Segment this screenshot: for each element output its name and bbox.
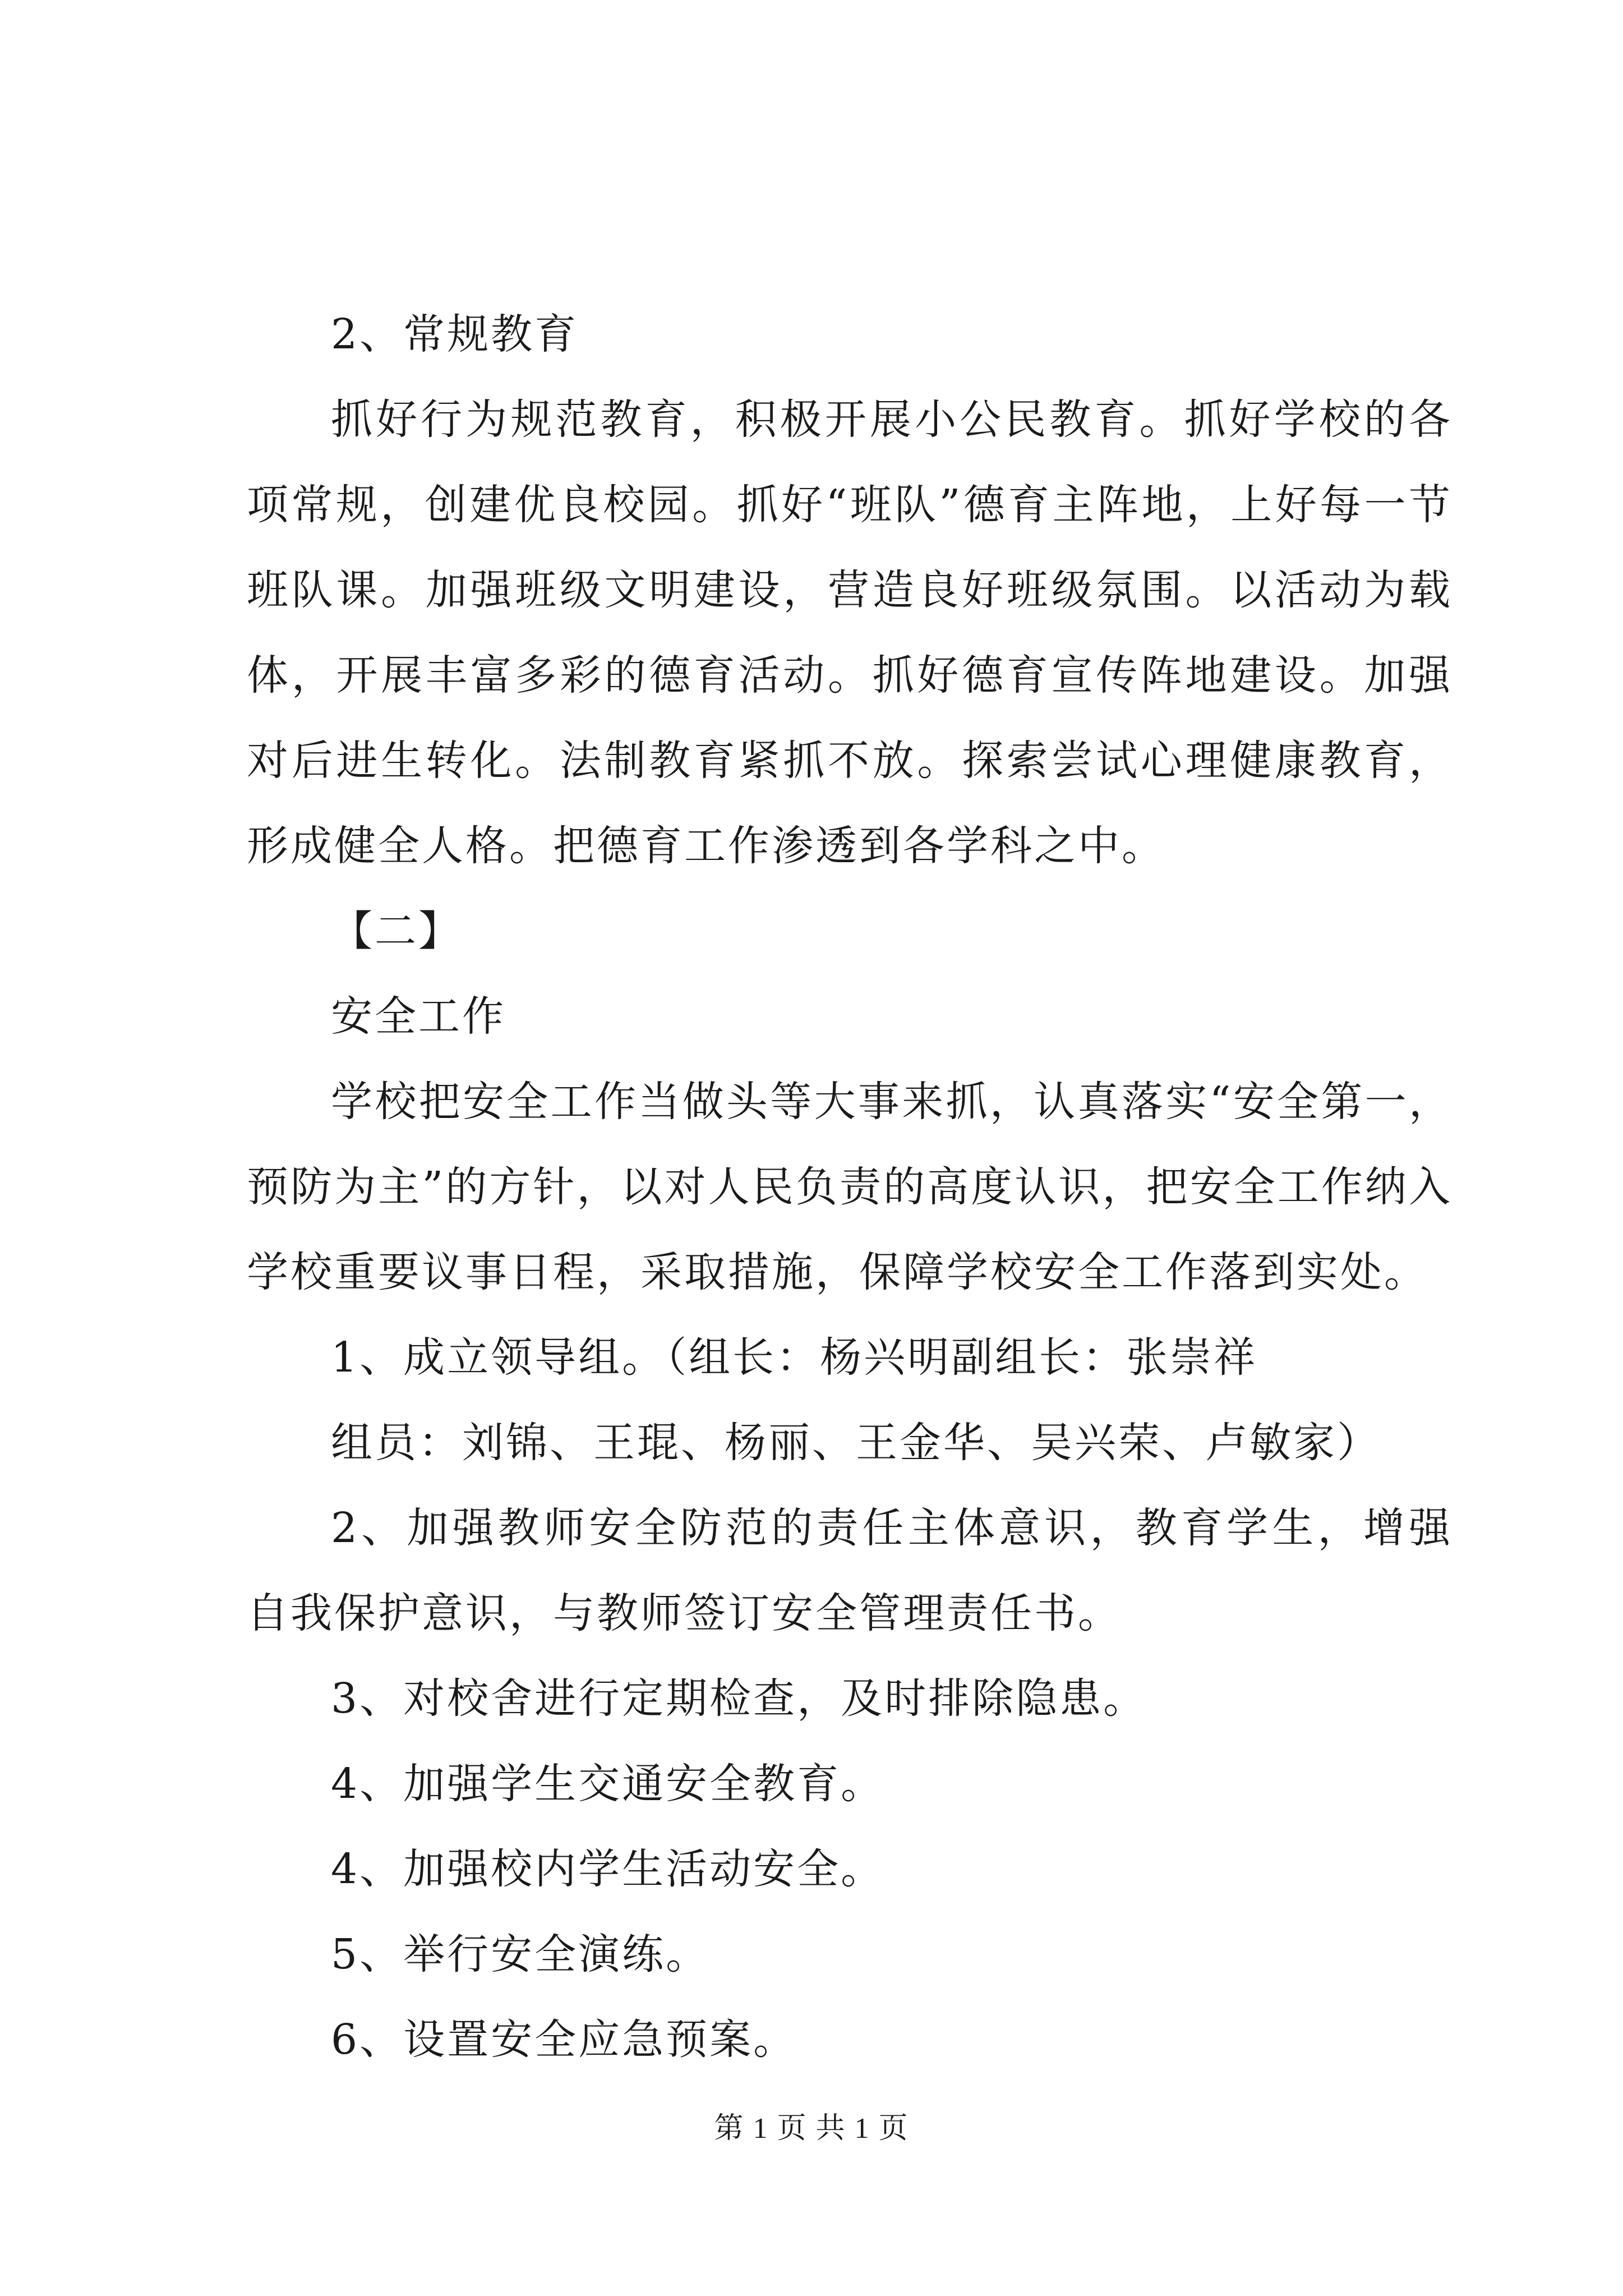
section-heading-safety-work: 安全工作	[331, 992, 506, 1041]
list-item-leadership-group: 1、成立领导组。（组长：杨兴明副组长：张崇祥	[331, 1333, 1258, 1382]
section-heading-routine-education: 2、常规教育	[331, 310, 579, 358]
list-item-safety-drill: 5、举行安全演练。	[331, 1930, 710, 1978]
list-item-traffic-safety: 4、加强学生交通安全教育。	[331, 1760, 885, 1808]
part-marker-two: 【二】	[331, 907, 462, 955]
paragraph-routine-education: 抓好行为规范教育，积极开展小公民教育。抓好学校的各项常规，创建优良校园。抓好“班队”德育主阵地，上好每一节班队课。加强班级文明建设，营造良好班级氛围。以活动为载体，开展丰富多彩的德育活动。抓好德育宣传阵地建设。加强对后进生转化。法制教育紧抓不放。探索尝试心理健康教育，形成健全人格。把德育工作渗透到各学科之中。	[247, 395, 1453, 870]
document-body	[247, 292, 1453, 2082]
paragraph-safety-intro: 学校把安全工作当做头等大事来抓，认真落实“安全第一，预防为主”的方针，以对人民负责的高度认识，把安全工作纳入学校重要议事日程，采取措施，保障学校安全工作落到实处。	[247, 1078, 1453, 1296]
list-item-group-members: 组员：刘锦、王琨、杨丽、王金华、吴兴荣、卢敏家）	[331, 1419, 1381, 1467]
list-item-teacher-responsibility: 2、加强教师安全防范的责任主体意识，教育学生，增强自我保护意识，与教师签订安全管理责任书。	[247, 1504, 1453, 1637]
list-item-emergency-plan: 6、设置安全应急预案。	[331, 2016, 797, 2064]
list-item-campus-activity-safety: 4、加强校内学生活动安全。	[331, 1845, 885, 1893]
page-number-footer: 第 1 页 共 1 页	[714, 2113, 909, 2145]
list-item-building-inspection: 3、对校舍进行定期检查，及时排除隐患。	[331, 1674, 1147, 1723]
